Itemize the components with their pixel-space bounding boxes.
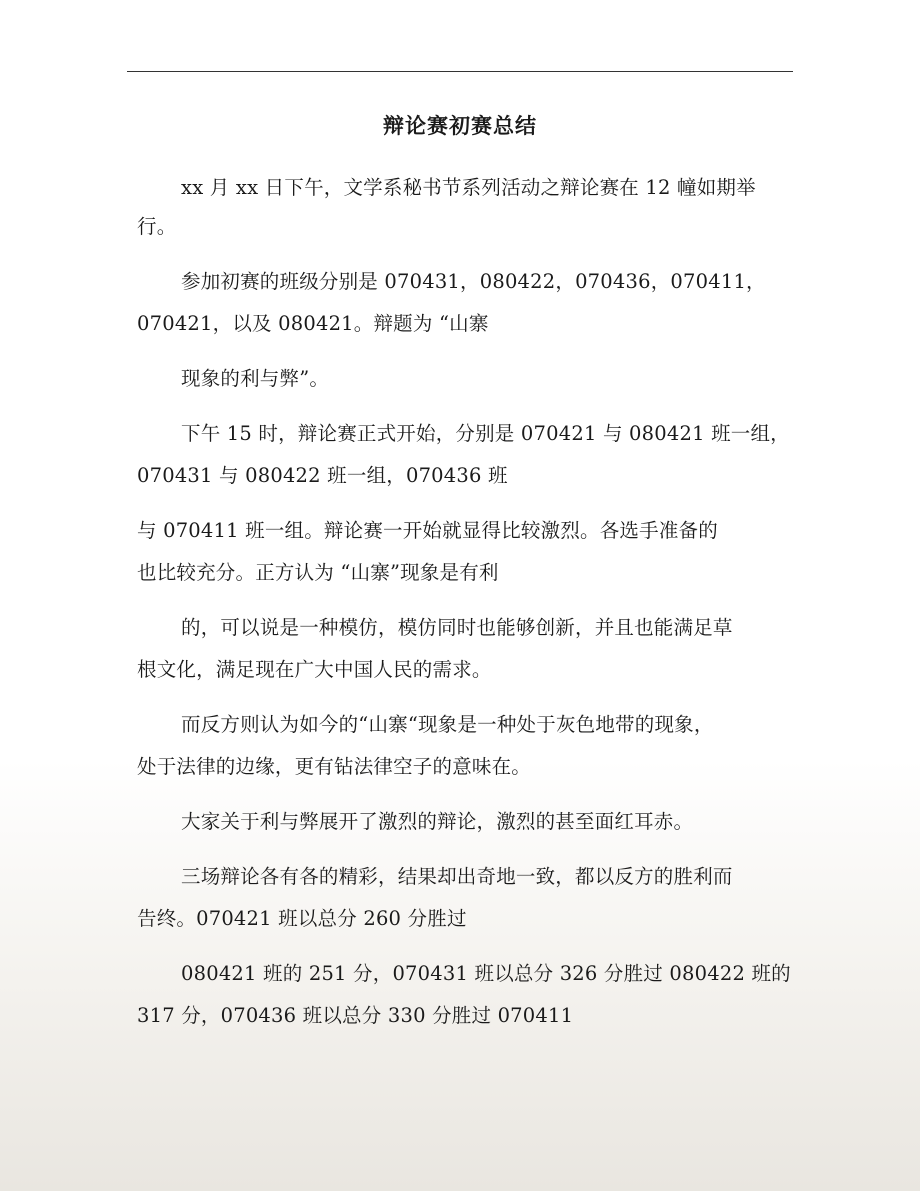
- paragraph-line: 也比较充分。正方认为 “山寨”现象是有利: [137, 561, 499, 584]
- paragraph-line: 现象的利与弊”。: [181, 367, 330, 390]
- paragraph-line: 070431 与 080422 班一组，070436 班: [137, 464, 508, 487]
- paragraph-line: xx 月 xx 日下午，文学系秘书节系列活动之辩论赛在 12 幢如期举: [181, 176, 756, 199]
- paragraph-line: 070421，以及 080421。辩题为 “山寨: [137, 312, 489, 335]
- paragraph-line: 行。: [137, 215, 177, 238]
- paragraph-line: 根文化，满足现在广大中国人民的需求。: [137, 658, 492, 681]
- paragraph-line: 080421 班的 251 分，070431 班以总分 326 分胜过 080422 班的: [181, 962, 791, 985]
- paragraph-line: 的，可以说是一种模仿，模仿同时也能够创新，并且也能满足草: [181, 616, 733, 639]
- paragraph-line: 三场辩论各有各的精彩，结果却出奇地一致，都以反方的胜利而: [181, 865, 733, 888]
- paragraph-line: 处于法律的边缘，更有钻法律空子的意味在。: [137, 755, 532, 778]
- paragraph-line: 大家关于利与弊展开了激烈的辩论，激烈的甚至面红耳赤。: [181, 810, 694, 833]
- paragraph-line: 参加初赛的班级分别是 070431，080422，070436，070411，: [181, 270, 766, 293]
- paragraph-line: 下午 15 时，辩论赛正式开始，分别是 070421 与 080421 班一组，: [181, 422, 790, 445]
- document-title: 辩论赛初赛总结: [383, 113, 537, 138]
- paragraph-line: 317 分，070436 班以总分 330 分胜过 070411: [137, 1004, 574, 1027]
- paragraph-line: 而反方则认为如今的“山寨“现象是一种处于灰色地带的现象，: [181, 713, 714, 736]
- paragraph-line: 与 070411 班一组。辩论赛一开始就显得比较激烈。各选手准备的: [137, 519, 718, 542]
- paragraph-line: 告终。070421 班以总分 260 分胜过: [137, 907, 467, 930]
- header-rule: [127, 71, 793, 72]
